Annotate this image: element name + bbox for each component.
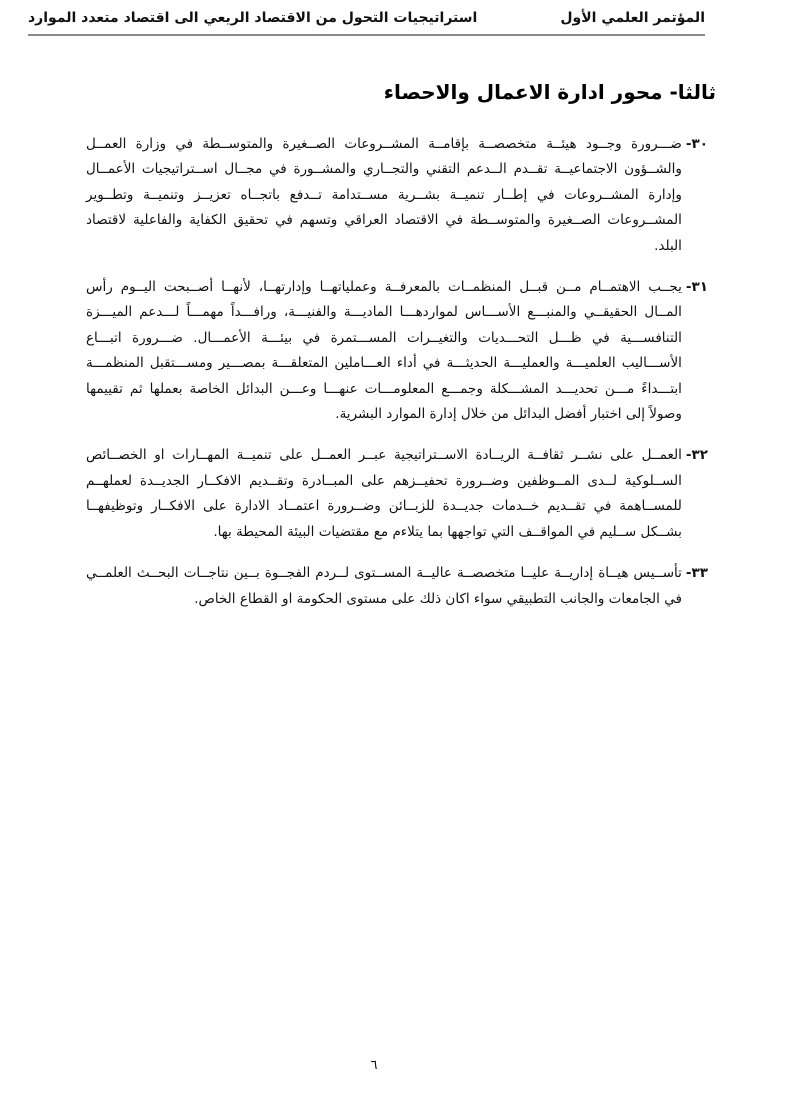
list-item [86,443,708,545]
item-text: يجــب الاهتمــام مــن قبــل المنظمــات بالمعرفــة وعملياتهــا وإدارتهــا، لأنهــا أصــبحت اليــوم رأس المــال الحقيقــي والمنبـــع الأســـاس لمواردهـــا الماديـــة والفنيـــة، ورافـــداً مهمـــاً لـــدعم الميـــزة التنافســـية في ظـــل التحـــديات والتغيــرات المســـتمرة في بيئـــة الأعمـــال. ضـــرورة اتبـــاع الأســـاليب العلميـــة والعمليـــة الحديثـــة في أداء العـــاملين المتعلقـــة بمصـــير ومســـتقبل المنظمـــة ابتـــداءً مـــن تحديـــد المشـــكلة وجمـــع المعلومـــات عنهـــا وعـــن البدائل الخاصة بعملها ثم تقييمها وصولاً إلى اختبار أفضل البدائل من خلال إدارة الموارد البشرية. [86,279,682,423]
item-text: العمــل على نشــر ثقافــة الريــادة الاســتراتيجية عبــر العمــل على تنميــة المهــارات او الخصــائص الســلوكية لــدى المــوظفين وضــرورة تحفيــزهم على المبــادرة وتقــديم الافكــار الجديــدة لعملهــم للمســاهمة في تقــديم خــدمات جديــدة للزبــائن وضــرورة اعتمــاد الادارة على الافكــار وتوظيفهــا بشــكل ســليم في المواقــف التي تواجهها بما يتلاءم مع مقتضيات البيئة المحيطة بها. [86,447,682,540]
section-heading: ثالثا- محور ادارة الاعمال والاحصاء [383,80,716,104]
list-item [86,561,708,612]
header-paper-title: استراتيجيات التحول من الاقتصاد الريعي الى اقتصاد متعدد الموارد [28,10,478,26]
header-divider [28,34,705,36]
item-text: تأســيس هيــاة إداريــة عليــا متخصصــة عاليــة المســتوى لــردم الفجــوة بــين نتاجــات البحــث العلمــي في الجامعات والجانب التطبيقي سواء اكان ذلك على مستوى الحكومة او القطاع الخاص. [86,565,682,607]
list-item [86,275,708,427]
item-number: ٣٣- [685,565,708,582]
running-header [28,6,705,30]
page-number: ٦ [370,1058,378,1073]
recommendations-list [86,132,708,628]
item-number: ٣١- [685,279,708,296]
list-item [86,132,708,259]
item-number: ٣٢- [685,447,708,464]
item-number: ٣٠- [685,136,708,152]
header-conference-name: المؤتمر العلمي الأول [560,10,705,26]
item-text: ضـــرورة وجــود هيئــة متخصصــة بإقامــة المشــروعات الصــغيرة والمتوســطة في وزارة العمــل والشــؤون الاجتماعيــة تقــدم الــدعم التقني والتجــاري والمشــورة في مجــال اســتراتيجيات الأعمــال وإدارة المشــروعات في إطــار تنميــة بشــرية مســتدامة تــدفع باتجــاه تعزيــز وتنميــة وتطــوير المشــروعات الصــغيرة والمتوســطة في الاقتصاد العراقي وتسهم في تحقيق الكفاية والفاعلية لاقتصاد البلد. [86,136,682,254]
